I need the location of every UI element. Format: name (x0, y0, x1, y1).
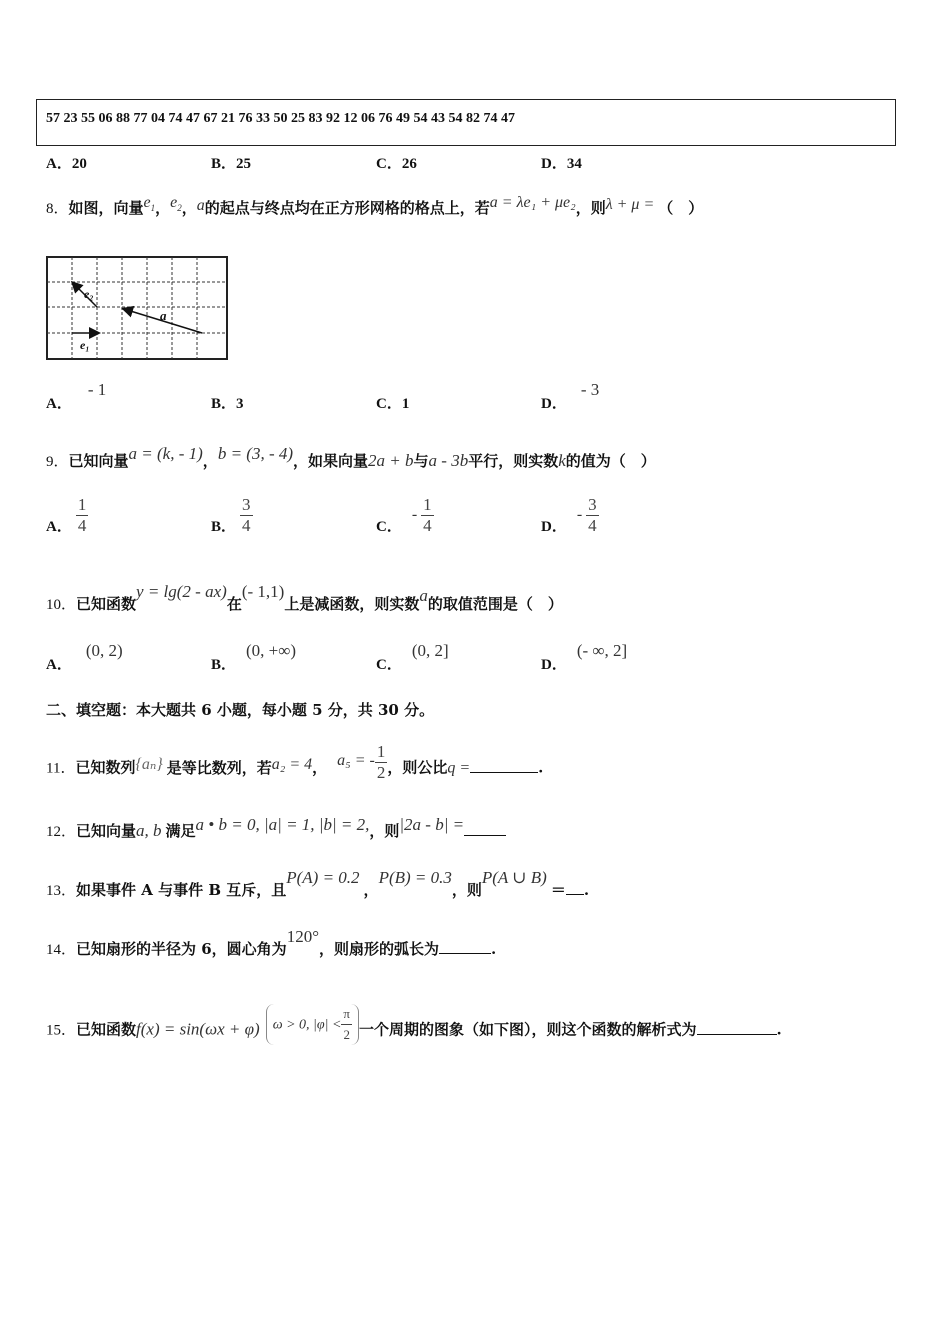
q9-option-c: C．- $\frac{1}{4}$ (376, 495, 432, 535)
q8-option-a: A．- 1 (46, 380, 107, 412)
q11-stem: 11．已知数列{aₙ} 是等比数列，若a₂ = 4， a₅ = - $\frac{1}{2}$ ，则公比q = . (46, 742, 544, 782)
random-number-table (36, 99, 896, 146)
label-e2: e₂ (84, 287, 94, 301)
q10-option-d: D．(- ∞, 2] (541, 641, 628, 673)
q10-stem: 10．已知函数y = lg(2 - ax)在(- 1,1)上是减函数，则实数a的取值范围是（ ） (46, 582, 563, 613)
q12-stem: 12．已知向量a, b 满足a • b = 0, |a| = 1, |b| = 2,，则|2a - b| = (46, 820, 506, 841)
q8-stem: 8．如图，向量$e_1$，$e_2$，a的起点与终点均在正方形网格的格点上，若a = λe₁ + μe₂，则λ + μ = （ ） (46, 194, 704, 217)
q9-option-b: B． $\frac{3}{4}$ (211, 495, 251, 535)
q8-option-d: D．- 3 (541, 380, 600, 412)
q7-option-d: D．34 (541, 156, 582, 172)
q15-stem: 15．已知函数f(x) = sin(ωx + φ) ω > 0, |φ| < $\frac{\pi}{2}$ 一个周期的图象（如下图），则这个函数的解析式为 . (46, 1010, 782, 1051)
q8-option-c: C．1 (376, 396, 410, 412)
q7-option-a: A．20 (46, 156, 87, 172)
q10-option-c: C．(0, 2] (376, 641, 449, 673)
q8-option-b: B．3 (211, 396, 244, 412)
q7-option-c: C．26 (376, 156, 417, 172)
random-digits: 57 23 55 06 88 77 04 74 47 67 21 76 33 50 25 83 92 12 06 76 49 54 43 54 82 74 47 (46, 111, 515, 126)
q7-option-b: B．25 (211, 156, 252, 172)
vector-grid-figure (46, 256, 228, 360)
q10-option-b: B．(0, +∞) (211, 641, 297, 673)
q14-stem: 14．已知扇形的半径为 6，圆心角为120°，则扇形的弧长为 . (46, 927, 497, 958)
q9-stem: 9．已知向量a = (k, - 1)，b = (3, - 4)，如果向量2a + b与a - 3b平行，则实数k的值为（ ） (46, 444, 656, 470)
label-e1: e₁ (80, 338, 90, 352)
label-a: a (160, 308, 167, 323)
q9-option-a: A． $\frac{1}{4}$ (46, 495, 87, 535)
q13-stem: 13．如果事件 A 与事件 B 互斥，且P(A) = 0.2，P(B) = 0.3，则P(A ∪ B)＝ . (46, 868, 590, 899)
grid-border (47, 257, 227, 359)
q10-option-a: A．(0, 2) (46, 641, 123, 673)
section-heading-fill-in: 二、填空题：本大题共 6 小题，每小题 5 分，共 30 分。 (46, 701, 435, 719)
q15-condition: ω > 0, |φ| < $\frac{\pi}{2}$ (266, 1004, 359, 1045)
q9-option-d: D．- $\frac{3}{4}$ (541, 495, 597, 535)
